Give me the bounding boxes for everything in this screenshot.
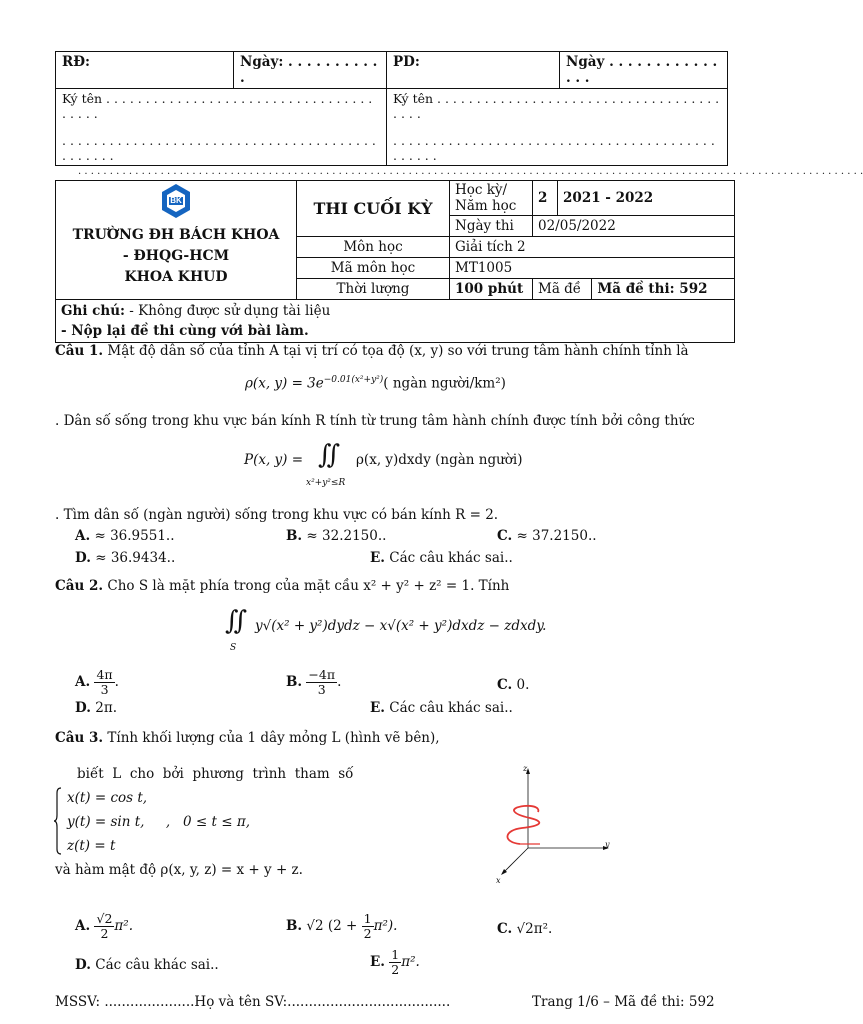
q2-option-d[interactable] [75, 700, 117, 716]
option-value: ≈ 32.2150.. [306, 528, 387, 544]
q1-integral-domain: x²+y²≤R [306, 478, 346, 488]
q1-intro [55, 343, 745, 359]
option-value: 2π. [95, 700, 117, 716]
option-label: B. [286, 674, 303, 690]
ky-ten-2: Ký tên . . . . . . . . . . . . . . . . . . . . . . . . . . . . . . . . . . . . . . . . [393, 91, 720, 121]
option-value: ≈ 36.9434.. [95, 550, 176, 566]
mon-hoc-value: Giải tích 2 [450, 237, 735, 258]
school-line-3: KHOA KHUD [124, 269, 228, 285]
q2-option-b[interactable]: B. $\frac{-4\pi}{3}$ . [286, 667, 342, 697]
exam-title: THI CUỐI KỲ [297, 181, 450, 237]
dots-line-2: . . . . . . . . . . . . . . . . . . . . . . . . . . . . . . . . . . . . . . . . . . . . . . . [393, 133, 715, 163]
numerator: √2 [96, 911, 113, 926]
q1-option-e[interactable] [370, 550, 513, 566]
q1-label: Câu 1. [55, 343, 104, 359]
ghi-chu-2: - Nộp lại đề thi cùng với bài làm. [61, 323, 309, 339]
cut-line: . . . . . . . . . . . . . . . . . . . . . . . . . . . . . . . . . . . . . . . . . . . . . . . . . . . . . . . . . . . . . . . . . . . . . . . . . . . . . . . . . . . . . . . . . . . . . . . . . . . . . . . . . . . . . . . . . . . . . . . . . . . . [78, 166, 863, 177]
pd-label: PD: [387, 52, 560, 89]
q3-eq-1: x(t) = cos t, [67, 790, 148, 806]
q3-option-e[interactable] [370, 948, 420, 977]
option-label: A. [75, 528, 91, 544]
q2-option-c[interactable] [497, 677, 529, 693]
option-label: A. [75, 674, 91, 690]
ngay-thi-label: Ngày thi [450, 216, 533, 237]
q1-text: Mật độ dân số của tỉnh A tại vị trí có tọa độ (x, y) so với trung tâm hành chính tỉnh là [103, 343, 689, 359]
q3-eq-2: y(t) = sin t, , 0 ≤ t ≤ π, [67, 814, 251, 830]
q1-text-3: . Tìm dân số (ngàn người) sống trong khu vực có bán kính R = 2. [55, 507, 499, 523]
option-label: E. [370, 954, 385, 970]
q1-formula1-main: ρ(x, y) = 3e [245, 375, 324, 392]
option-value: Các câu khác sai.. [95, 957, 219, 973]
signature-box [55, 51, 728, 166]
numerator: −4π [308, 667, 336, 682]
ma-mon-value: MT1005 [450, 258, 735, 279]
q2-integrand: y√(x² + y²)dydz − x√(x² + y²)dxdz − zdxdy. [255, 618, 547, 634]
q1-option-d[interactable] [75, 550, 175, 566]
option-label: D. [75, 550, 91, 566]
school-cell [56, 181, 297, 300]
footer-student-info: MSSV: .....................Họ và tên SV:...................................... [55, 994, 451, 1010]
school-logo [159, 183, 193, 219]
q3-line-1: biết L cho bởi phương trình tham số [77, 766, 354, 782]
rd-label: RĐ: [56, 52, 234, 89]
ghi-chu-label: Ghi chú: [61, 303, 126, 319]
brace [54, 787, 62, 855]
axis-z-label: z [523, 764, 528, 773]
q3-option-b[interactable] [286, 912, 397, 941]
axis-x-label: x [496, 876, 501, 885]
fraction [389, 948, 401, 977]
ghi-chu-cell [56, 300, 735, 343]
mon-hoc-label: Môn học [297, 237, 450, 258]
q1-formula-2 [244, 440, 544, 490]
option-label: C. [497, 677, 513, 693]
option-value: Các câu khác sai.. [389, 700, 513, 716]
option-tail: π². [401, 954, 420, 970]
numerator: 1 [363, 911, 372, 926]
q3-label: Câu 3. [55, 730, 104, 746]
q2-label: Câu 2. [55, 578, 104, 594]
denominator: 2 [100, 926, 109, 941]
hoc-ky-label: Học kỳ/ Năm học [450, 181, 533, 216]
q3-intro [55, 730, 745, 746]
q3-option-a[interactable] [75, 912, 133, 941]
denominator: 3 [100, 682, 109, 697]
q1-text-2: . Dân số sống trong khu vực bán kính R tính từ trung tâm hành chính được tính bởi công thức [55, 413, 695, 429]
q3-line-2: và hàm mật độ ρ(x, y, z) = x + y + z. [55, 862, 303, 878]
q2-option-a[interactable]: A. $\frac{4\pi}{3}$ . [75, 667, 119, 697]
q2-double-integral: ∬ [225, 606, 248, 636]
option-label: A. [75, 918, 91, 934]
logo-text: BK [170, 196, 182, 205]
q3-eq-3: z(t) = t [67, 838, 116, 854]
option-value: 0. [516, 677, 530, 693]
thoi-luong-label: Thời lượng [297, 279, 450, 300]
numerator: 1 [391, 947, 400, 962]
option-prefix: √2 (2 + [306, 918, 358, 934]
footer-page-info: Trang 1/6 – Mã đề thi: 592 [532, 994, 715, 1010]
q1-formula-1 [245, 375, 506, 392]
fraction [94, 912, 114, 941]
ky-ten-cell-1 [56, 89, 387, 166]
option-label: B. [286, 918, 303, 934]
option-value: √2π². [516, 921, 553, 937]
option-value: ≈ 37.2150.. [516, 528, 597, 544]
q1-option-b[interactable] [286, 528, 386, 544]
option-label: E. [370, 700, 385, 716]
option-value: ≈ 36.9551.. [94, 528, 175, 544]
ky-ten-cell-2 [387, 89, 728, 166]
dots-line-1: . . . . . . . . . . . . . . . . . . . . . . . . . . . . . . . . . . . . . . . . . . . . . . . [62, 133, 376, 163]
q1-formula1-exp: −0.01(x²+y²) [323, 375, 384, 385]
ma-mon-label: Mã môn học [297, 258, 450, 279]
denominator: 3 [317, 682, 326, 697]
option-value: Các câu khác sai.. [389, 550, 513, 566]
q1-formula1-tail: ( ngàn người/km²) [383, 375, 506, 392]
ngay-thi-value: 02/05/2022 [533, 216, 735, 237]
exam-header [55, 180, 735, 343]
q2-integral-domain: S [230, 643, 237, 653]
ma-de-label: Mã đề [533, 279, 592, 300]
ngay-label-2: Ngày . . . . . . . . . . . . . . . [560, 52, 728, 89]
axis-y-label: y [605, 840, 610, 849]
ngay-label-1: Ngày: . . . . . . . . . . . [234, 52, 387, 89]
q2-option-e[interactable] [370, 700, 513, 716]
option-tail: π²). [373, 918, 398, 934]
numerator: 4π [96, 667, 113, 682]
fraction [94, 668, 114, 697]
ma-de-value: Mã đề thi: 592 [592, 279, 735, 300]
q1-formula2-right: ρ(x, y)dxdy (ngàn người) [356, 452, 523, 468]
q3-option-d[interactable] [75, 957, 219, 973]
q1-option-a[interactable] [75, 528, 175, 544]
q2-text: Cho S là mặt phía trong của mặt cầu x² + y² + z² = 1. Tính [103, 578, 510, 594]
option-label: C. [497, 528, 513, 544]
school-line-1: TRƯỜNG ĐH BÁCH KHOA [72, 227, 280, 243]
option-label: E. [370, 550, 385, 566]
nam-hoc-value: 2021 - 2022 [558, 181, 735, 216]
hoc-ky-value: 2 [533, 181, 558, 216]
q1-formula2-left: P(x, y) = [244, 452, 304, 468]
denominator: 2 [363, 926, 372, 941]
q1-double-integral: ∬ [318, 440, 341, 470]
option-tail: π². [114, 918, 133, 934]
option-label: D. [75, 700, 91, 716]
helix-diagram [490, 760, 620, 890]
ghi-chu-line-1 [61, 301, 729, 321]
thoi-luong-value: 100 phút [450, 279, 533, 300]
option-label: D. [75, 957, 91, 973]
helix-figure [490, 760, 620, 890]
option-label: B. [286, 528, 303, 544]
ghi-chu-1: - Không được sử dụng tài liệu [125, 303, 331, 319]
school-line-2: - ĐHQG-HCM [122, 248, 230, 264]
option-label: C. [497, 921, 513, 937]
fraction [306, 668, 337, 697]
ky-ten-1: Ký tên . . . . . . . . . . . . . . . . . . . . . . . . . . . . . . . . . . . . . . . [62, 91, 373, 121]
q3-option-c[interactable] [497, 921, 552, 937]
q2-formula [225, 606, 565, 656]
q3-text: Tính khối lượng của 1 dây mỏng L (hình vẽ bên), [103, 730, 440, 746]
fraction [362, 912, 374, 941]
left-brace-icon [54, 787, 62, 855]
q2-intro [55, 578, 745, 594]
denominator: 2 [391, 962, 400, 977]
q1-option-c[interactable] [497, 528, 597, 544]
